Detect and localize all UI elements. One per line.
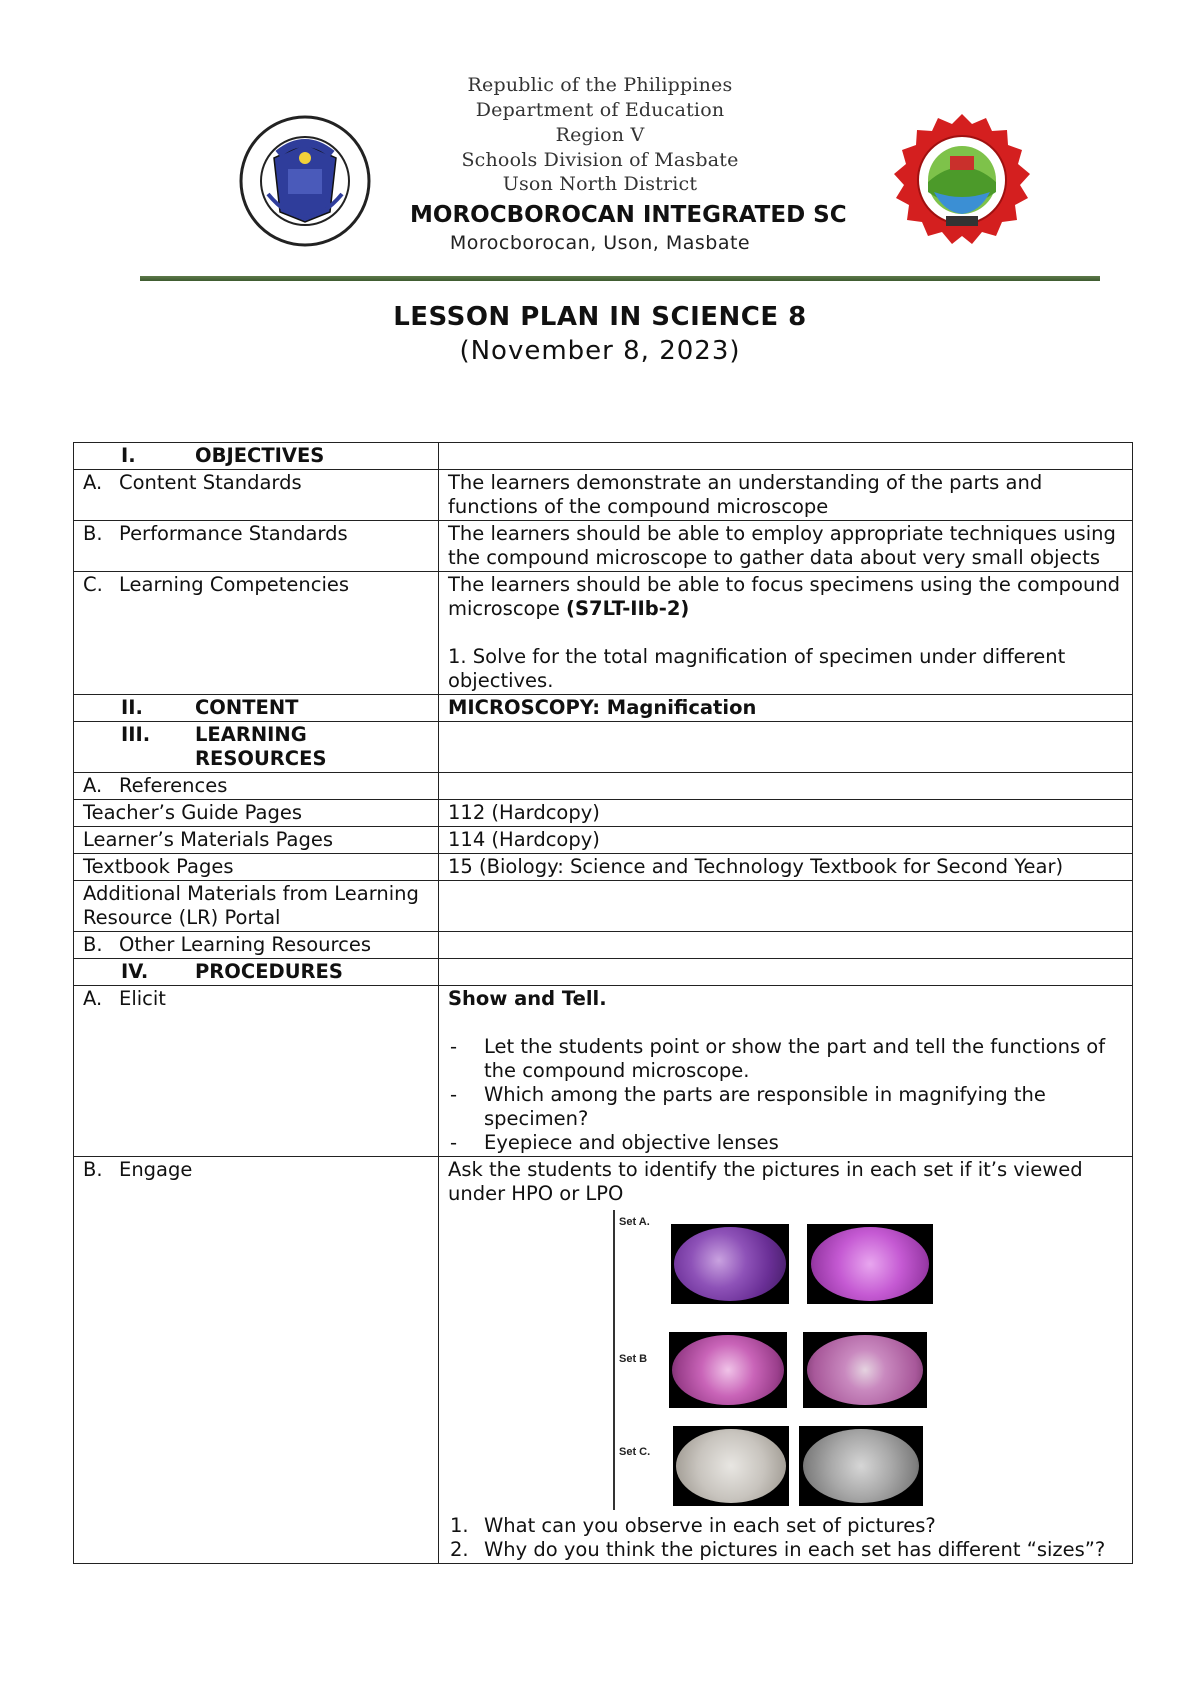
header-line-region: Region V [555, 124, 645, 146]
elicit-bullets [448, 1035, 1127, 1155]
table-row [74, 773, 1133, 800]
table-row [74, 959, 1133, 986]
table-row [74, 827, 1133, 854]
table-row [74, 986, 1133, 1157]
list-item: - Let the students point or show the part and tell the functions of the compound microscope. [448, 1035, 1127, 1083]
school-address: Morocborocan, Uson, Masbate [449, 232, 751, 254]
other-resources-label: B. Other Learning Resources [74, 932, 439, 959]
learning-competencies-text: The learners should be able to focus specimens using the compound microscope (S7LT-IIb-2) 1. Solve for the total magnification of specimen under different objectives. [439, 572, 1133, 695]
engage-questions [448, 1514, 1127, 1562]
teachers-guide-pages: 112 (Hardcopy) [439, 800, 1133, 827]
set-a-lpo-image [671, 1224, 789, 1304]
set-b-hpo-image [803, 1332, 927, 1408]
school-name: MOROCBOROCAN INTEGRATED SC [410, 202, 847, 228]
header-line-division: Schools Division of Masbate [461, 149, 739, 171]
set-c-hpo-image [799, 1426, 923, 1506]
set-c-lpo-image [673, 1426, 789, 1506]
list-item: 1. What can you observe in each set of pictures? [450, 1514, 936, 1537]
content-standards-label: A. Content Standards [74, 470, 439, 521]
lesson-plan-table [73, 442, 1133, 1564]
header-line-republic: Republic of the Philippines [467, 74, 733, 96]
teachers-guide-label: Teacher’s Guide Pages [74, 800, 439, 827]
textbook-label: Textbook Pages [74, 854, 439, 881]
table-row [74, 572, 1133, 695]
table-row [74, 881, 1133, 932]
document-title: LESSON PLAN IN SCIENCE 8 [393, 302, 807, 332]
set-a-label: Set A. [619, 1216, 650, 1228]
microscope-views-figure [613, 1210, 933, 1510]
performance-standards-label: B. Performance Standards [74, 521, 439, 572]
content-topic: MICROSCOPY: Magnification [439, 695, 1133, 722]
textbook-pages: 15 (Biology: Science and Technology Textbook for Second Year) [439, 854, 1133, 881]
school-seal-logo [890, 112, 1034, 256]
learners-materials-label: Learner’s Materials Pages [74, 827, 439, 854]
set-b-label: Set B [619, 1353, 648, 1365]
table-row [74, 695, 1133, 722]
additional-materials-value [439, 881, 1133, 932]
table-row [74, 722, 1133, 773]
letterhead [0, 0, 1200, 300]
elicit-content [439, 986, 1133, 1157]
figure-axis-line [613, 1210, 615, 1510]
table-row [74, 443, 1133, 470]
table-row [74, 932, 1133, 959]
list-item: - Which among the parts are responsible in magnifying the specimen? [448, 1083, 1127, 1131]
header-divider [140, 276, 1100, 281]
table-row [74, 521, 1133, 572]
header-line-department: Department of Education [475, 99, 725, 121]
references-label: A. References [74, 773, 439, 800]
set-a-hpo-image [807, 1224, 933, 1304]
table-row [74, 470, 1133, 521]
section-objectives: I. OBJECTIVES [74, 443, 439, 470]
set-c-label: Set C. [619, 1446, 651, 1458]
competency-code: (S7LT-IIb-2) [566, 597, 690, 620]
section-procedures: IV. PROCEDURES [74, 959, 439, 986]
learners-materials-pages: 114 (Hardcopy) [439, 827, 1133, 854]
list-item: - Eyepiece and objective lenses [448, 1131, 1127, 1155]
elicit-heading: Show and Tell. [448, 987, 607, 1010]
table-row [74, 1157, 1133, 1564]
table-row [74, 854, 1133, 881]
table-row [74, 800, 1133, 827]
engage-label: B. Engage [74, 1157, 439, 1564]
list-item: 2. Why do you think the pictures in each set has different “sizes”? [450, 1538, 1106, 1561]
engage-intro: Ask the students to identify the pictures in each set if it’s viewed under HPO or LPO [448, 1158, 1083, 1205]
content-standards-text: The learners demonstrate an understanding of the parts and functions of the compound microscope [439, 470, 1133, 521]
set-b-lpo-image [669, 1332, 787, 1408]
elicit-label: A. Elicit [74, 986, 439, 1157]
section-learning-resources: III. LEARNING RESOURCES [74, 722, 439, 773]
document-date: (November 8, 2023) [459, 336, 741, 366]
performance-standards-text: The learners should be able to employ appropriate techniques using the compound microscope to gather data about very small objects [439, 521, 1133, 572]
section-content: II. CONTENT [74, 695, 439, 722]
learning-competencies-label: C. Learning Competencies [74, 572, 439, 695]
header-line-district: Uson North District [502, 173, 698, 195]
additional-materials-label: Additional Materials from Learning Resource (LR) Portal [74, 881, 439, 932]
learning-objective: 1. Solve for the total magnification of specimen under different objectives. [448, 645, 1066, 692]
engage-content [439, 1157, 1133, 1564]
